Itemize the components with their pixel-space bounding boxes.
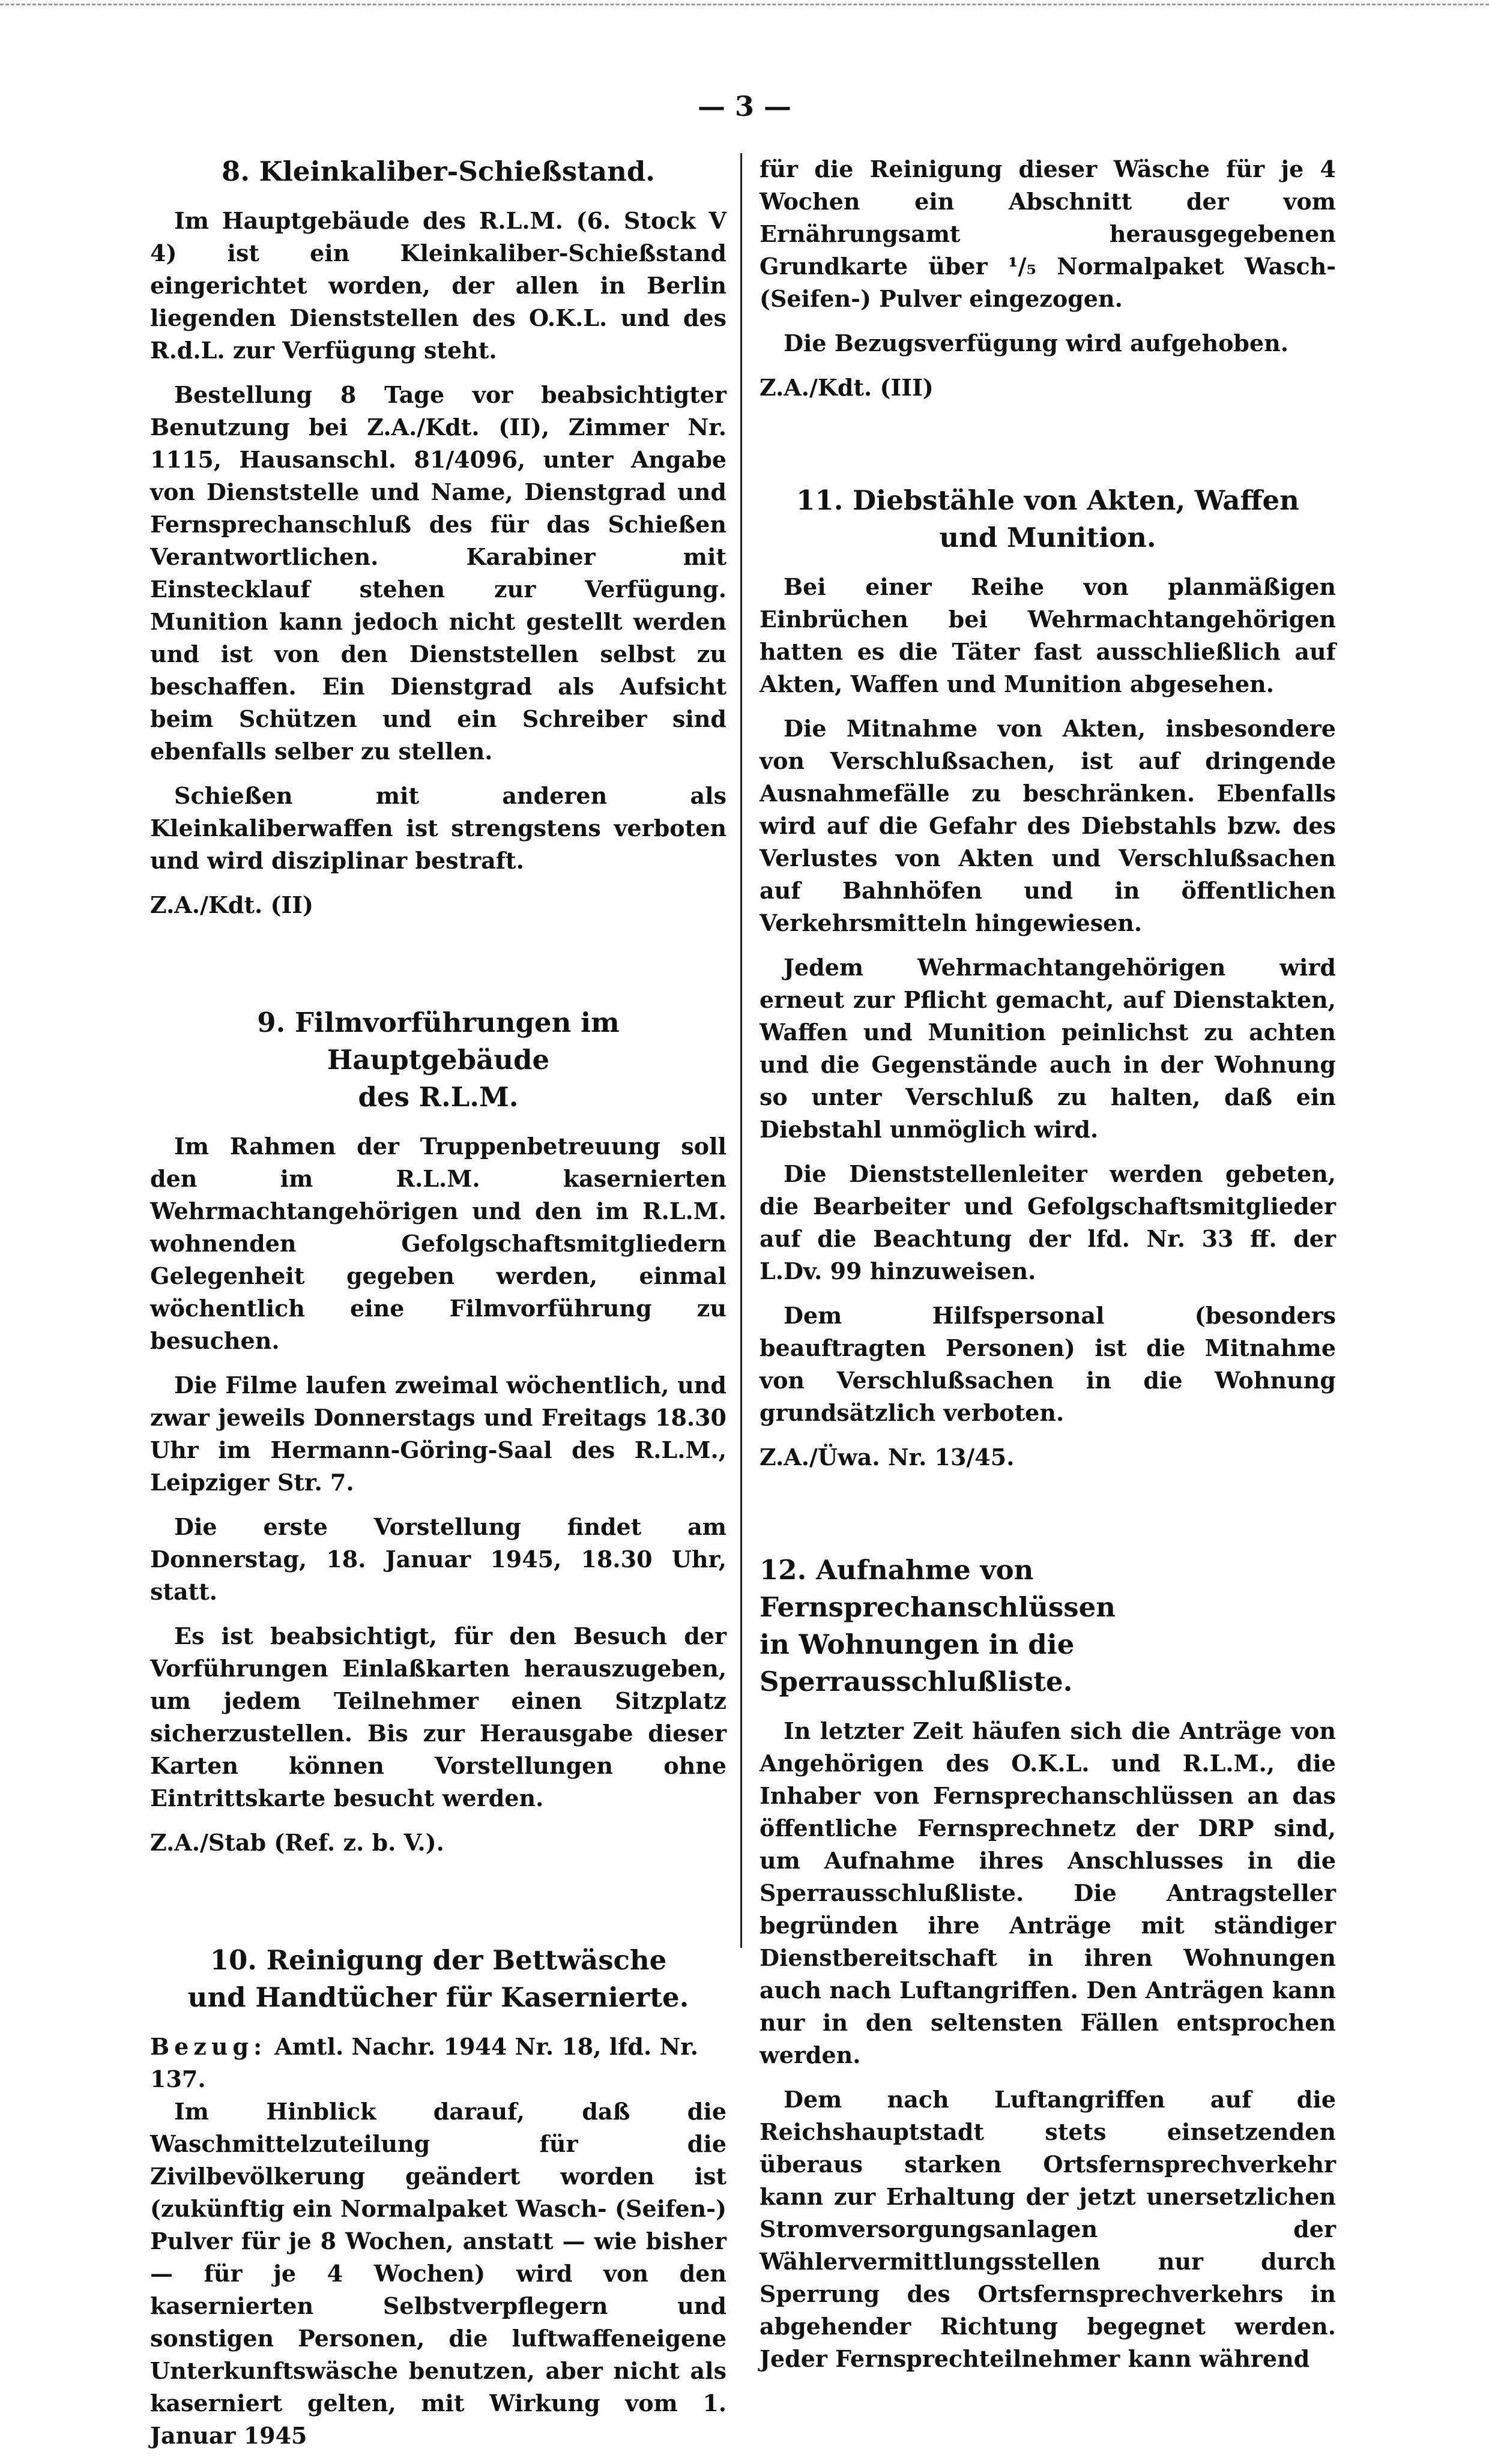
section-9-title xyxy=(150,1004,726,1116)
section-10-bezug xyxy=(150,2031,726,2095)
page-number: — 3 — xyxy=(697,90,792,122)
section-9-reference: Z.A./Stab (Ref. z. b. V.). xyxy=(150,1829,444,1856)
section-8-paragraph-2: Bestellung 8 Tage vor beabsichtigter Benutzung bei Z.A./Kdt. (II), Zimmer Nr. 1115, Hausanschl. 81/4096, unter Angabe von Dienststelle und Name, Dienstgrad und Fernsprechanschluß des für das Schießen Verantwortlichen. Karabiner mit Einstecklauf stehen zur Verfügung. Munition kann jedoch nicht gestellt werden und ist von den Dienststellen selbst zu beschaffen. Ein Dienstgrad als Aufsicht beim Schützen und ein Schreiber sind ebenfalls selber zu stellen. xyxy=(150,381,726,765)
section-9-paragraph-4: Es ist beabsichtigt, für den Besuch der Vorführungen Einlaßkarten herauszugeben, um jedem Teilnehmer einen Sitzplatz sicherzustellen. Bis zur Herausgabe dieser Karten können Vorstellungen ohne Eintrittskarte besucht werden. xyxy=(150,1622,726,1812)
section-11-paragraph-2: Die Mitnahme von Akten, insbesondere von Verschlußsachen, ist auf dringende Ausnahmefälle zu beschränken. Ebenfalls wird auf die Gefahr des Diebstahls bzw. des Verlustes von Akten und Verschlußsachen auf Bahnhöfen und in öffentlichen Verkehrsmitteln hingewiesen. xyxy=(760,715,1336,936)
section-8 xyxy=(150,153,726,921)
section-9-paragraph-1: Im Rahmen der Truppenbetreuung soll den im R.L.M. kasernierten Wehrmachtangehörigen und den im R.L.M. wohnenden Gefolgschaftsmitgliedern Gelegenheit gegeben werden, einmal wöchentlich eine Filmvorführung zu besuchen. xyxy=(150,1133,726,1354)
bezug-text: Amtl. Nachr. 1944 Nr. 18, lfd. Nr. 137. xyxy=(150,2033,698,2092)
section-11-reference: Z.A./Üwa. Nr. 13/45. xyxy=(760,1444,1015,1471)
section-8-reference: Z.A./Kdt. (II) xyxy=(150,891,314,918)
section-9-title-line-2: des R.L.M. xyxy=(358,1081,519,1113)
section-12-title-line-2: in Wohnungen in die Sperrausschlußliste. xyxy=(760,1628,1075,1697)
section-11-paragraph-4: Die Dienststellenleiter werden gebeten, die Bearbeiter und Gefolgschaftsmitglieder auf die Beachtung der lfd. Nr. 33 ff. der L.Dv. 99 hinzuweisen. xyxy=(760,1160,1336,1285)
section-10-title-line-1: 10. Reinigung der Bettwäsche xyxy=(210,1944,667,1976)
section-8-title: 8. Kleinkaliber-Schießstand. xyxy=(222,155,655,187)
section-11-paragraph-5: Dem Hilfspersonal (besonders beauftragten Personen) ist die Mitnahme von Verschlußsachen in die Wohnung grundsätzlich verboten. xyxy=(760,1302,1336,1426)
bezug-label: Bezug: xyxy=(150,2033,267,2060)
section-11-title xyxy=(760,482,1336,556)
section-9-title-line-1: 9. Filmvorführungen im Hauptgebäude xyxy=(257,1007,620,1076)
section-9-paragraph-3: Die erste Vorstellung findet am Donnerstag, 18. Januar 1945, 18.30 Uhr, statt. xyxy=(150,1513,726,1605)
section-10-paragraph-2: für die Reinigung dieser Wäsche für je 4 Wochen ein Abschnitt der vom Ernährungsamt herausgegebenen Grundkarte über ¹/₅ Normalpaket Wasch- (Seifen-) Pulver eingezogen. xyxy=(760,155,1336,312)
section-12-title xyxy=(760,1552,1336,1700)
section-8-paragraph-1: Im Hauptgebäude des R.L.M. (6. Stock V 4) ist ein Kleinkaliber-Schießstand eingerichtet worden, der allen in Berlin liegenden Dienststellen des O.K.L. und des R.d.L. zur Verfügung steht. xyxy=(150,207,726,364)
column-divider xyxy=(740,153,742,1948)
section-10-paragraph-3: Die Bezugsverfügung wird aufgehoben. xyxy=(784,330,1289,357)
right-column xyxy=(760,153,1336,2387)
section-10 xyxy=(150,1942,726,2452)
left-column xyxy=(150,153,726,2464)
section-8-paragraph-3: Schießen mit anderen als Kleinkaliberwaffen ist strengstens verboten und wird disziplinar bestraft. xyxy=(150,782,726,874)
section-12-paragraph-2: Dem nach Luftangriffen auf die Reichshauptstadt stets einsetzenden überaus starken Ortsfernsprechverkehr kann zur Erhaltung der jetzt unersetzlichen Stromversorgungsanlagen der Wählervermittlungsstellen nur durch Sperrung des Ortsfernsprechverkehrs in abgehender Richtung begegnet werden. Jeder Fernsprechteilnehmer kann während xyxy=(760,2086,1336,2372)
section-10-title xyxy=(150,1942,726,2016)
section-11 xyxy=(760,482,1336,1474)
section-11-paragraph-3: Jedem Wehrmachtangehörigen wird erneut zur Pflicht gemacht, auf Dienstakten, Waffen und Munition peinlichst zu achten und die Gegenstände auch in der Wohnung so unter Verschluß zu halten, daß ein Diebstahl unmöglich wird. xyxy=(760,954,1336,1143)
section-9-paragraph-2: Die Filme laufen zweimal wöchentlich, und zwar jeweils Donnerstags und Freitags 18.30 Uhr im Hermann-Göring-Saal des R.L.M., Leipziger Str. 7. xyxy=(150,1372,726,1496)
section-12-paragraph-1: In letzter Zeit häufen sich die Anträge von Angehörigen des O.K.L. und R.L.M., die Inhaber von Fernsprechanschlüssen an das öffentliche Fernsprechnetz der DRP sind, um Aufnahme ihres Anschlusses in die Sperrausschlußliste. Die Antragsteller begründen ihre Anträge mit ständiger Dienstbereitschaft in ihren Wohnungen auch nach Luftangriffen. Den Anträgen kann nur in den seltensten Fällen entsprochen werden. xyxy=(760,1717,1336,2068)
top-edge-rule xyxy=(0,4,1489,5)
section-12-title-line-1: 12. Aufnahme von Fernsprechanschlüssen xyxy=(760,1554,1116,1623)
section-10-continued xyxy=(760,153,1336,404)
section-11-paragraph-1: Bei einer Reihe von planmäßigen Einbrüchen bei Wehrmachtangehörigen hatten es die Täter fast ausschließlich auf Akten, Waffen und Munition abgesehen. xyxy=(760,573,1336,697)
section-10-title-line-2: und Handtücher für Kasernierte. xyxy=(187,1981,689,2013)
section-12 xyxy=(760,1552,1336,2375)
section-11-title-line-2: und Munition. xyxy=(939,522,1156,553)
section-10-paragraph-1: Im Hinblick darauf, daß die Waschmittelzuteilung für die Zivilbevölkerung geändert worden ist (zukünftig ein Normalpaket Wasch- (Seifen-) Pulver für je 8 Wochen, anstatt — wie bisher — für je 4 Wochen) wird von den kasernierten Selbstverpflegern und sonstigen Personen, die luftwaffeneigene Unterkunftswäsche benutzen, aber nicht als kaserniert gelten, mit Wirkung vom 1. Januar 1945 xyxy=(150,2098,726,2449)
section-10-reference: Z.A./Kdt. (III) xyxy=(760,374,934,401)
section-11-title-line-1: 11. Diebstähle von Akten, Waffen xyxy=(796,484,1299,516)
section-9 xyxy=(150,1004,726,1859)
